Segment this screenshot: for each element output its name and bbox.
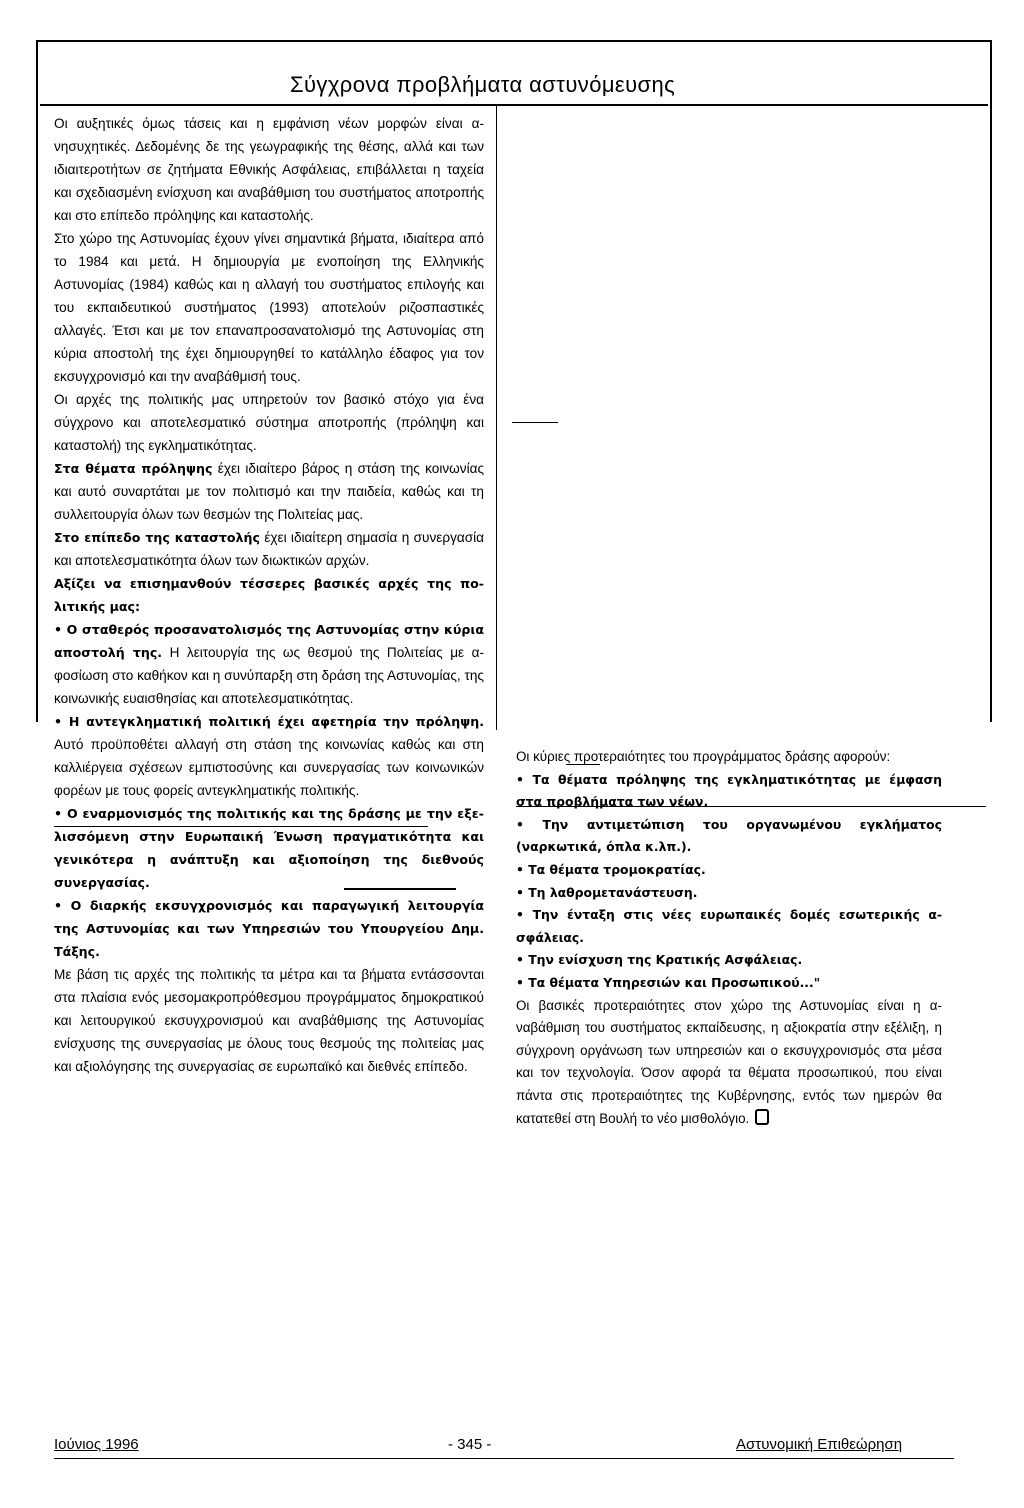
paragraph: Στο χώρο της Αστυνομίας έχουν γίνει σημαντικά βήματα, ιδιαίτερα από το 1984 και μετά. Η δημιουργία με ενοποίηση της Ελληνικής Αστυνομίας (1984) καθώς και η αλλαγή του συστήματος επιλογής και του εκπαιδευτικού συστήματος (1993) αποτελούν ριζοσπαστικές αλλαγές. Έτσι και με τον επαναπροσανατολισμό της Αστυνομίας στη κύρια αποστολή της έχει δημιουργηθεί το κατάλληλο έδαφος για τον εκσυγχρονισμό και την αναβάθμισή τους. (54, 231, 484, 384)
list-item: • Τη λαθρομετανάστευση. (516, 884, 698, 900)
bullet-paragraph (54, 802, 484, 894)
bold-lead: • Ο εναρμονισμός της πολιτικής και της δράσης με την εξελισσόμενη στην Ευρωπαική Ένωση πραγματικότητα και γενικότερα η ανάπτυξη και αξιοποίηση της διεθνούς συνεργασίας. (54, 806, 484, 890)
bold-lead: Αξίζει να επισημανθούν τέσσερες βασικές αρχές της πολιτικής μας: (54, 576, 484, 614)
paragraph: Με βάση τις αρχές της πολιτικής τα μέτρα και τα βήματα εντάσσονται στα πλαίσια ενός μεσομακροπρόθεσμου προγράμματος δημοκρατικού και λειτουργικού εκσυγχρονισμού και αναβάθμισης της Αστυνομίας ενίσχυσης της συνεργασίας με όλους τους θεσμούς της πολιτείας μας και αξιολόγησης της συνεργασίας σε ευρωπαϊκό και διεθνές επίπεδο. (54, 967, 484, 1074)
paragraph: Οι κύριες προτεραιότητες του προγράμματος δράσης αφορούν: (516, 749, 891, 764)
paragraph: Στο επίπεδο της καταστολής έχει ιδιαίτερη σημασία η συνεργασία και αποτελεσματικότητα όλων των διωκτικών αρχών. (54, 530, 484, 568)
bold-lead: • Ο σταθερός προσανατολισμός της Αστυνομίας στην κύρια αποστολή της. (54, 622, 484, 660)
footer-rule (54, 1458, 954, 1459)
list-item: • Τα θέματα Υπηρεσιών και Προσωπικού..." (516, 974, 821, 990)
rule (344, 888, 456, 890)
bold-lead: Στα θέματα πρόληψης (54, 461, 213, 476)
rule (566, 764, 600, 765)
list-item: • Την αντιμετώπιση του οργανωμένου εγκλήματος (ναρκωτικά, όπλα κ.λπ.). (516, 816, 942, 855)
issue-date: Ιούνιος 1996 (54, 1436, 139, 1453)
bullet-paragraph (54, 894, 484, 963)
bullet-paragraph: • Ο σταθερός προσανατολισμός της Αστυνομίας στην κύρια αποστολή της. Η λειτουργία της ως θεσμού της Πολιτείας με αφοσίωση στο καθήκον και η συνύπαρξη στη δράση της Αστυνομίας, της κοινωνικής ευαισθησίας και αποτελεσματικότητας. (54, 622, 484, 706)
right-column (516, 746, 942, 1130)
list-item: • Την ένταξη στις νέες ευρωπαικές δομές εσωτερικής ασφάλειας. (516, 907, 942, 945)
paragraph: Στα θέματα πρόληψης έχει ιδιαίτερο βάρος η στάση της κοινωνίας και αυτό συναρτάται με τον πολιτισμό και την παιδεία, καθώς και τη συλλειτουργία όλων των θεσμών της Πολιτείας μας. (54, 461, 485, 522)
rule (512, 422, 558, 423)
paragraph: Οι αυξητικές όμως τάσεις και η εμφάνιση νέων μορφών είναι ανησυχητικές. Δεδομένης δε της γεωγραφικής της θέσης, αλλά και των ιδιαιτεροτήτων σε ζητήματα Εθνικής Ασφάλειας, επιβάλλεται η ταχεία και σχεδιασμένη ενίσχυση και αναβάθμιση του συστήματος αποτροπής και στο επίπεδο πρόληψης και καταστολής. (54, 116, 484, 223)
bullet-paragraph: • Η αντεγκληματική πολιτική έχει αφετηρία την πρόληψη. Αυτό προϋποθέτει αλλαγή στη στάση της κοινωνίας καθώς και στη καλλιέργεια σχέσεων εμπιστοσύνης και συνεργασίας των κοινωνικών φορέων με τους φορείς αντεγκληματικής πολιτικής. (54, 714, 484, 798)
rule (516, 806, 986, 807)
top-rule (40, 104, 988, 106)
paragraph: Οι αρχές της πολιτικής μας υπηρετούν τον βασικό στόχο για ένα σύγχρονο και αποτελεσματικό σύστημα αποτροπής (πρόληψη και καταστολή) της εγκληματικότητας. (54, 392, 484, 453)
bold-lead: • Η αντεγκληματική πολιτική έχει αφετηρία την πρόληψη. (54, 714, 484, 729)
paragraph: Οι βασικές προτεραιότητες στον χώρο της Αστυνομίας είναι η αναβάθμιση του συστήματος εκπαίδευσης, η αξιοκρατία στην εξέλιξη, η σύγχρονη οργάνωση των υπηρεσιών και ο εκσυγχρονισμός στα μέσα και τον τεχνολογία. Όσον αφορά τα θέματα προσωπικού, που είναι πάντα στις προτεραιότητες της Κυβέρνησης, εντός των ημερών θα κατατεθεί στη Βουλή το νέο μισθολόγιο. (516, 997, 942, 1126)
page-number: - 345 - (448, 1436, 492, 1453)
left-column (54, 112, 484, 1078)
list-item: • Την ενίσχυση της Κρατικής Ασφάλειας. (516, 952, 803, 968)
end-mark-icon (755, 1109, 769, 1125)
rule (54, 826, 428, 827)
bold-lead: • Ο διαρκής εκσυγχρονισμός και παραγωγική λειτουργία της Αστυνομίας και των Υπηρεσιών του Υπουργείου Δημ. Τάξης. (54, 898, 484, 959)
list-item: • Τα θέματα τρομοκρατίας. (516, 861, 706, 877)
paragraph (54, 572, 484, 618)
list-item: • Τα θέματα πρόληψης της εγκληματικότητας με έμφαση στα προβλήματα των νέων. (516, 771, 942, 810)
column-divider (496, 104, 497, 730)
journal-name: Αστυνομική Επιθεώρηση (736, 1436, 903, 1453)
running-title: Σύγχρονα προβλήματα αστυνόμευσης (290, 72, 676, 97)
bold-lead: Στο επίπεδο της καταστολής (54, 530, 260, 545)
